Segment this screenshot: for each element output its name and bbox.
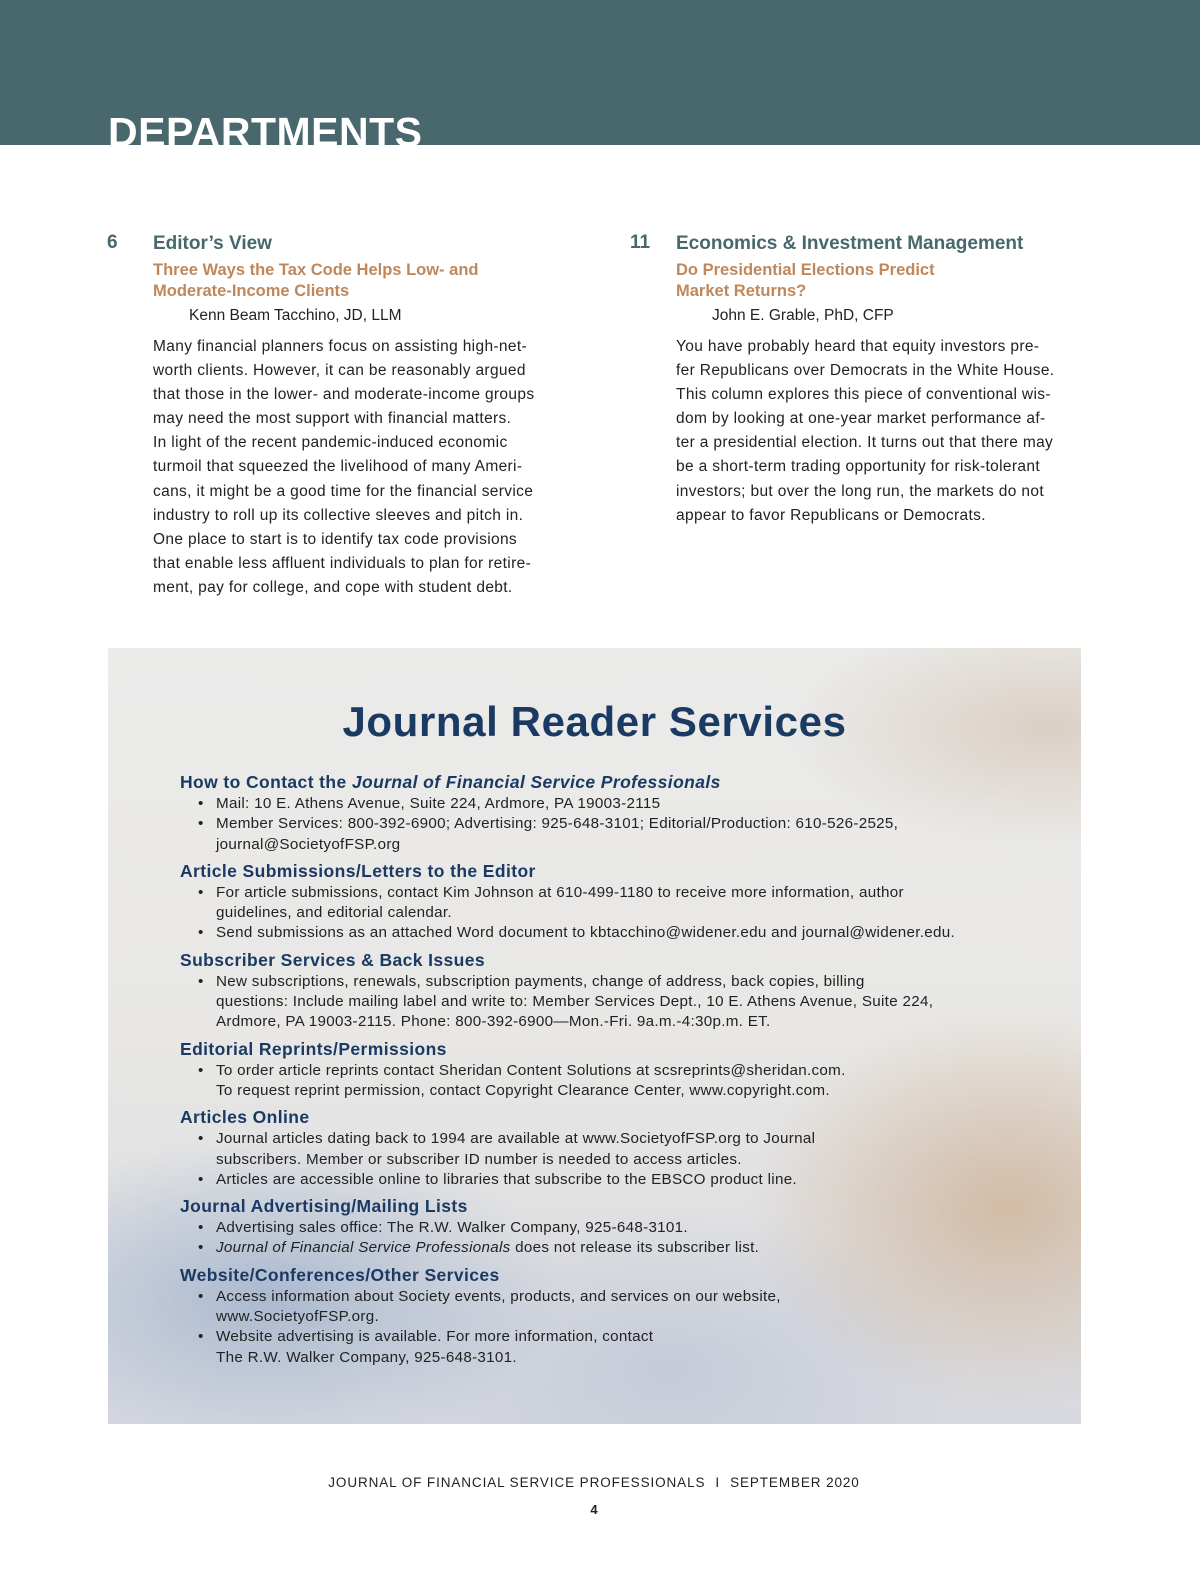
summary-line: may need the most support with financial matters. [153, 410, 512, 428]
list-item [180, 972, 1060, 1033]
article-summary [153, 335, 613, 600]
section-heading: Journal Advertising/Mailing Lists [180, 1196, 468, 1217]
summary-line: cans, it might be a good time for the financial service [153, 482, 534, 500]
list-item [180, 1218, 1060, 1238]
list-item [180, 883, 1060, 924]
summary-line: You have probably heard that equity investors pre- [676, 338, 1040, 355]
heading-prefix: How to Contact the [180, 772, 352, 792]
summary-line: ter a presidential election. It turns out that there may [676, 434, 1054, 452]
bullet-list [180, 794, 1060, 855]
headline-line: Do Presidential Elections Predict [676, 261, 935, 279]
section-heading: Website/Conferences/Other Services [180, 1264, 500, 1285]
summary-line: worth clients. However, it can be reasonably argued [153, 362, 526, 380]
summary-line: that enable less affluent individuals to plan for retire- [153, 554, 532, 572]
article-summary [676, 335, 1136, 528]
summary-line: investors; but over the long run, the markets do not [676, 482, 1045, 500]
item-line: • Mail: 10 E. Athens Avenue, Suite 224, Ardmore, PA 19003-2115 [216, 795, 661, 812]
reprints-section [180, 1037, 1060, 1102]
item-line: • For article submissions, contact Kim Johnson at 610-499-1180 to receive more information, author [216, 883, 904, 901]
item-line: • Website advertising is available. For more information, contact [216, 1328, 654, 1346]
article-headline [153, 260, 613, 302]
item-line: • Journal articles dating back to 1994 are available at www.SocietyofFSP.org to Journal [216, 1130, 816, 1148]
page-title: DEPARTMENTS [108, 109, 423, 145]
list-item [180, 814, 1060, 855]
summary-line: appear to favor Republicans or Democrats. [676, 506, 986, 524]
page-reference: 6 [107, 232, 118, 253]
section-title: Editor’s View [153, 233, 272, 254]
list-item [180, 1170, 1060, 1190]
summary-line: that those in the lower- and moderate-income groups [153, 386, 535, 404]
page-reference: 11 [630, 232, 651, 253]
summary-line: fer Republicans over Democrats in the White House. [676, 362, 1055, 380]
page-number: 4 [590, 1502, 598, 1517]
issue-date: SEPTEMBER 2020 [730, 1475, 860, 1490]
section-heading: Editorial Reprints/Permissions [180, 1038, 447, 1059]
list-item [180, 794, 1060, 814]
summary-line: Many financial planners focus on assisting high-net- [153, 338, 528, 355]
headline-line: Market Returns? [676, 282, 807, 300]
section-heading: Subscriber Services & Back Issues [180, 949, 486, 970]
reader-services-sections [180, 770, 1060, 1372]
bullet-list [180, 1287, 1060, 1368]
list-item [180, 1238, 1060, 1258]
list-item [180, 1327, 1060, 1368]
item-line [216, 1238, 1060, 1258]
item-line: subscribers. Member or subscriber ID number is needed to access articles. [216, 1150, 742, 1168]
list-item [180, 1287, 1060, 1328]
headline-line: Moderate-Income Clients [153, 282, 350, 300]
summary-line: be a short-term trading opportunity for risk-tolerant [676, 458, 1041, 476]
summary-line: This column explores this piece of conventional wis- [676, 386, 1051, 404]
item-line: guidelines, and editorial calendar. [216, 904, 452, 922]
department-entry-economics [630, 232, 1136, 528]
section-title: Economics & Investment Management [676, 233, 1024, 254]
summary-line: In light of the recent pandemic-induced economic [153, 434, 508, 452]
bullet-list [180, 972, 1060, 1033]
article-author: Kenn Beam Tacchino, JD, LLM [189, 307, 402, 324]
section-heading [180, 770, 1060, 794]
item-line: The R.W. Walker Company, 925-648-3101. [216, 1348, 517, 1366]
submissions-section [180, 859, 1060, 944]
item-line: www.SocietyofFSP.org. [216, 1308, 380, 1326]
summary-line: industry to roll up its collective sleeves and pitch in. [153, 506, 524, 524]
department-entry-editors-view [107, 232, 613, 600]
item-line: • New subscriptions, renewals, subscription payments, change of address, back copies, billing [216, 972, 865, 990]
item-line: • Send submissions as an attached Word document to kbtacchino@widener.edu and journal@widener.edu. [216, 924, 956, 942]
item-line: • Access information about Society events, products, and services on our website, [216, 1287, 781, 1305]
article-author: John E. Grable, PhD, CFP [712, 307, 894, 324]
website-section [180, 1263, 1060, 1368]
item-line: To request reprint permission, contact Copyright Clearance Center, www.copyright.com. [216, 1081, 830, 1099]
summary-line: dom by looking at one-year market performance af- [676, 410, 1046, 428]
item-line: • Articles are accessible online to libraries that subscribe to the EBSCO product line. [216, 1170, 797, 1188]
section-heading: Article Submissions/Letters to the Editor [180, 860, 536, 881]
online-section [180, 1105, 1060, 1190]
summary-line: ment, pay for college, and cope with student debt. [153, 578, 513, 596]
item-line: • Advertising sales office: The R.W. Walker Company, 925-648-3101. [216, 1219, 688, 1237]
page-footer [0, 1475, 1188, 1490]
bullet-list [180, 1218, 1060, 1259]
item-line: journal@SocietyofFSP.org [216, 835, 401, 853]
page-header-banner [0, 0, 1200, 145]
bullet-list [180, 1061, 1060, 1102]
reader-services-box [108, 648, 1081, 1424]
list-item [180, 1129, 1060, 1170]
journal-title: JOURNAL OF FINANCIAL SERVICE PROFESSIONALS [328, 1475, 706, 1490]
headline-line: Three Ways the Tax Code Helps Low- and [153, 261, 479, 279]
subscriber-section [180, 948, 1060, 1033]
item-text: does not release its subscriber list. [510, 1239, 760, 1257]
list-item [180, 1061, 1060, 1102]
contact-section [180, 770, 1060, 855]
item-line: Ardmore, PA 19003-2115. Phone: 800-392-6900—Mon.-Fri. 9a.m.-4:30p.m. ET. [216, 1013, 771, 1031]
list-item [180, 923, 1060, 943]
item-line: • To order article reprints contact Sheridan Content Solutions at scsreprints@sheridan.com. [216, 1061, 846, 1079]
bullet-list [180, 1129, 1060, 1190]
summary-line: turmoil that squeezed the livelihood of many Ameri- [153, 458, 523, 476]
bullet-list [180, 883, 1060, 944]
journal-name: Journal of Financial Service Professionals [351, 772, 721, 792]
item-line: questions: Include mailing label and write to: Member Services Dept., 10 E. Athens Avenue, Suite 224, [216, 993, 934, 1011]
item-line: • Member Services: 800-392-6900; Advertising: 925-648-3101; Editorial/Production: 610-526-2525, [216, 815, 899, 833]
summary-line: One place to start is to identify tax code provisions [153, 530, 518, 548]
footer-separator: I [715, 1475, 721, 1490]
reader-services-title: Journal Reader Services [342, 698, 847, 745]
section-heading: Articles Online [180, 1107, 310, 1128]
journal-name: Journal of Financial Service Professionals [216, 1239, 511, 1257]
advertising-section [180, 1194, 1060, 1259]
article-headline [676, 260, 1136, 302]
